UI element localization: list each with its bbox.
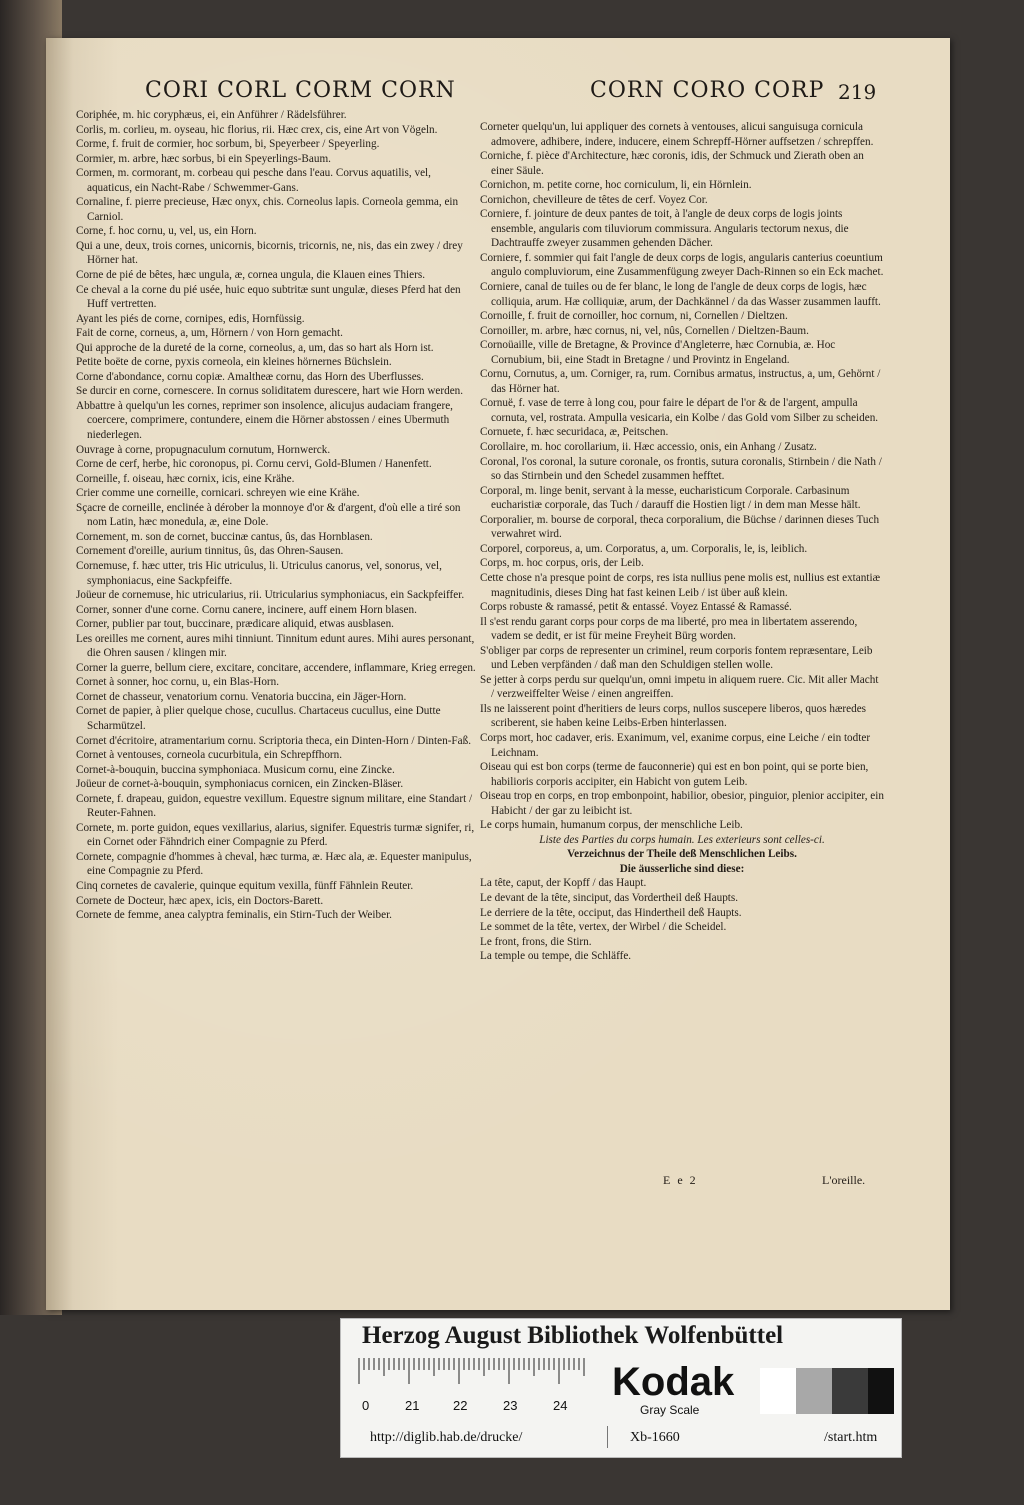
dictionary-entry: Corniche, f. pièce d'Architecture, hæc coronis, idis, der Schmuck und Zierath oben an einer Säule.: [480, 150, 864, 177]
dictionary-entry: Corporal, m. linge benit, servant à la messe, eucharisticum Corporale. Carbasinum eucharistiæ corporale, das Tuch / darauff die Hostien ligt / in dem man Messe hält.: [480, 484, 861, 512]
dictionary-entry: Ouvrage à corne, propugnaculum cornutum, Hornwerck.: [76, 443, 331, 456]
dictionary-entry: Corner, publier par tout, buccinare, prædicare aliquid, etwas ausblasen.: [76, 618, 394, 631]
dictionary-entry: Qui a une, deux, trois cornes, unicornis, bicornis, tricornis, ne, nis, das ein zwey / drey Hörner hat.: [76, 239, 463, 267]
dictionary-entry: Corniere, f. jointure de deux pantes de toit, à l'angle de deux corps de logis joints ensemble, angularis com tiluviorum commissura. Angularis tectorum nexus, die Dachtrauffe zweyer zusammen gehenden Dächer.: [480, 208, 849, 250]
right-column: [480, 120, 884, 964]
dictionary-entry: Corollaire, m. hoc corollarium, ii. Hæc accessio, onis, ein Anhang / Zusatz.: [480, 441, 817, 454]
dictionary-entry: Corne d'abondance, cornu copiæ. Amaltheæ cornu, das Horn des Uberflusses.: [76, 370, 424, 383]
dictionary-entry: Corniere, canal de tuiles ou de fer blanc, le long de l'angle de deux corps de logis, hæc colliquia, arum. Hæ colliquiæ, arum, der Dachkännel / da das Wasser zusammen laufft.: [480, 281, 881, 308]
digital-library-url: http://diglib.hab.de/drucke/: [370, 1430, 523, 1445]
dictionary-entry: Cornet d'écritoire, atramentarium cornu. Scriptoria theca, ein Dinten-Horn / Dinten-Faß.: [76, 734, 471, 747]
dictionary-entry: Qui approche de la dureté de la corne, corneolus, a, um, das so hart als Horn ist.: [76, 341, 434, 354]
dictionary-entry: Il s'est rendu garant corps pour corps de ma liberté, pro mea in libertatem asserendo, vadem se dedit, er ist für meine Freyheit Bürg worden.: [480, 615, 858, 643]
signature-mark: E e 2: [663, 1173, 698, 1187]
kodak-logo: Kodak: [612, 1360, 735, 1404]
dictionary-entry: Cornete de Docteur, hæc apex, icis, ein Doctors-Barett.: [76, 894, 324, 907]
dictionary-entry: Corne de pié de bêtes, hæc ungula, æ, cornea ungula, die Klauen eines Thiers.: [76, 269, 425, 282]
gray-patch-dark: [832, 1368, 868, 1414]
dictionary-entry: Le derriere de la tête, occiput, das Hindertheil deß Haupts.: [480, 906, 742, 919]
dictionary-entry: Se durcir en corne, cornescere. In cornus soliditatem durescere, hart wie Horn werden.: [76, 385, 464, 398]
ruler-label: 24: [553, 1398, 568, 1413]
dictionary-entry: Le front, frons, die Stirn.: [480, 935, 592, 948]
dictionary-entry: Corps, m. hoc corpus, oris, der Leib.: [480, 557, 644, 570]
dictionary-entry: Cornete, m. porte guidon, eques vexillarius, alarius, signifer. Equestris turmæ signifer, ri, ein Cornet oder Fähndrich einer Compagnie zu Pferd.: [76, 821, 475, 849]
ruler-label: 0: [362, 1398, 370, 1413]
dictionary-entry: Cornet-à-bouquin, buccina symphoniaca. Musicum cornu, eine Zincke.: [76, 763, 395, 776]
dictionary-entry: Cornu, Cornutus, a, um. Corniger, ra, rum. Cornibus armatus, instructus, a, um, Gehörnt / das Hörner hat.: [480, 368, 881, 395]
dictionary-entry: Corps mort, hoc cadaver, eris. Exanimum, vel, exanime corpus, eine Leiche / ein todter Leichnam.: [480, 731, 871, 759]
dictionary-entry: Cornuete, f. hæc securidaca, æ, Peitschen.: [480, 426, 669, 439]
dictionary-entry: Cornete de femme, anea calyptra feminalis, ein Stirn-Tuch der Weiber.: [76, 909, 392, 922]
right-guide-words: CORN CORO CORP: [590, 78, 825, 103]
dictionary-entry: Crier comme une corneille, cornicari. schreyen wie eine Krähe.: [76, 487, 360, 500]
dictionary-entry: La temple ou tempe, die Schläffe.: [480, 950, 632, 963]
dictionary-entry: Cormen, m. cormorant, m. corbeau qui pesche dans l'eau. Corvus aquatilis, vel, aquaticus, ein Nacht-Rabe / Schwemmer-Gans.: [76, 167, 431, 194]
dictionary-entry: Cornete, compagnie d'hommes à cheval, hæc turma, æ. Hæc ala, æ. Equester manipulus, eine Compagnie zu Pferd.: [76, 850, 472, 878]
ruler-label: 22: [453, 1398, 468, 1413]
dictionary-entry: Cornichon, m. petite corne, hoc corniculum, li, ein Hörnlein.: [480, 179, 752, 192]
dictionary-entry: Le sommet de la tête, vertex, der Wirbel / die Scheidel.: [480, 921, 727, 934]
dictionary-entry: Liste des Parties du corps humain. Les exterieurs sont celles-ci.: [539, 833, 825, 846]
dictionary-entry: Cornoiller, m. arbre, hæc cornus, ni, vel, nûs, Cornellen / Dieltzen-Baum.: [480, 324, 809, 337]
catchword: L'oreille.: [822, 1173, 866, 1187]
dictionary-entry: Ce cheval a la corne du pié usée, huic equo subtritæ sunt ungulæ, dieses Pferd hat den Huff vertretten.: [76, 283, 461, 311]
dictionary-entry: Cornement, m. son de cornet, buccinæ cantus, ûs, das Hornblasen.: [76, 530, 373, 543]
dictionary-entry: Cornet de chasseur, venatorium cornu. Venatoria buccina, ein Jäger-Horn.: [76, 690, 407, 703]
dictionary-entry: Le corps humain, humanum corpus, der menschliche Leib.: [480, 819, 743, 832]
dictionary-entry: Oiseau trop en corps, en trop embonpoint, habilior, obesior, pinguior, plenior accipiter, ein Habicht / der gar zu leibicht ist.: [480, 790, 884, 817]
start-page: /start.htm: [824, 1430, 878, 1445]
dictionary-entry: La tête, caput, der Kopff / das Haupt.: [480, 877, 647, 890]
dictionary-entry: Cornet à ventouses, corneola cucurbitula, ein Schrepffhorn.: [76, 749, 343, 762]
dictionary-entry: Cinq cornetes de cavalerie, quinque equitum vexilla, fünff Fähnlein Reuter.: [76, 879, 414, 892]
dictionary-entry: Corniere, f. sommier qui fait l'angle de deux corps de logis, angularis canterius coeuntium angulo compluviorum, eine Zusammenfügung zweyer Dach-Rinnen so ein Eck machet.: [480, 251, 884, 279]
dictionary-entry: Cornuë, f. vase de terre à long cou, pour faire le départ de l'or & de l'argent, ampulla cornuta, vel, rostrata. Ampulla vesicaria, ein Kolbe / das Gold vom Silber zu scheiden.: [480, 397, 879, 424]
ruler-label: 23: [503, 1398, 518, 1413]
library-name: Herzog August Bibliothek Wolfenbüttel: [362, 1322, 784, 1349]
dictionary-entry: Cornoüaille, ville de Bretagne, & Province d'Angleterre, hæc Cornubia, æ. Hoc Cornubium, bii, eine Stadt in Bretagne / und Provintz in Engeland.: [480, 339, 836, 366]
left-guide-words: CORI CORL CORM CORN: [145, 78, 456, 103]
dictionary-entry: Cornoille, f. fruit de cornoiller, hoc cornum, ni, Cornellen / Dieltzen.: [480, 310, 788, 323]
ruler: [357, 1358, 587, 1398]
dictionary-entry: Coronal, l'os coronal, la suture coronale, os frontis, sutura coronalis, Stirnbein / die Nath / so das Stirnbein und den Schedel zusammen hefftet.: [480, 455, 882, 483]
separator: [607, 1426, 608, 1448]
dictionary-entry: Cornet de papier, à plier quelque chose, cucullus. Chartaceus cucullus, eine Dutte Scharmützel.: [76, 705, 441, 732]
dictionary-entry: S'obliger par corps de representer un criminel, reum corporis fontem repræsentare, Leib und Leben verpfänden / daß man den Schuldigen stellen wolle.: [480, 644, 873, 672]
gray-patch-white: [760, 1368, 796, 1414]
dictionary-entry: Cormier, m. arbre, hæc sorbus, bi ein Speyerlings-Baum.: [76, 152, 331, 165]
shelfmark: Xb-1660: [630, 1430, 680, 1445]
dictionary-entry: Joüeur de cornemuse, hic utricularius, rii. Utricularius symphoniacus, ein Sackpfeiffer.: [76, 589, 465, 602]
dictionary-entry: Corner la guerre, bellum ciere, excitare, concitare, accendere, inflammare, Krieg erregen.: [76, 661, 476, 674]
dictionary-entry: Se jetter à corps perdu sur quelqu'un, omni impetu in aliquem ruere. Cic. Mit aller Macht / verzweiffelter Weise / einen angreiffen.: [480, 673, 879, 701]
dictionary-entry: Cornemuse, f. hæc utter, tris Hic utriculus, li. Utriculus canorus, vel, sonorus, vel, symphoniacus, eine Sackpfeiffe.: [76, 559, 442, 587]
dictionary-entry: Corporel, corporeus, a, um. Corporatus, a, um. Corporalis, le, is, leiblich.: [480, 542, 808, 555]
dictionary-entry: Joüeur de cornet-à-bouquin, symphoniacus cornicen, ein Zincken-Bläser.: [76, 778, 404, 791]
dictionary-entry: Cornet à sonner, hoc cornu, u, ein Blas-Horn.: [76, 676, 280, 689]
dictionary-entry: Verzeichnus der Theile deß Menschlichen Leibs.: [567, 848, 797, 861]
dictionary-entry: Ils ne laisserent point d'heritiers de leurs corps, nullos suscepere liberos, quos hæredes scriberent, sie haben keine Leibs-Erben hinterlassen.: [480, 702, 867, 730]
dictionary-entry: Corps robuste & ramassé, petit & entassé. Voyez Entassé & Ramassé.: [480, 601, 792, 614]
dictionary-entry: Fait de corne, corneus, a, um, Hörnern / von Horn gemacht.: [76, 327, 343, 340]
dictionary-entry: Cornichon, chevilleure de têtes de cerf. Voyez Cor.: [480, 193, 708, 206]
dictionary-entry: Cornement d'oreille, aurium tinnitus, ûs, das Ohren-Sausen.: [76, 545, 344, 558]
dictionary-entry: Corporalier, m. bourse de corporal, theca corporalium, die Büchse / darinnen dieses Tuch verwahret wird.: [480, 513, 880, 541]
left-column: [76, 108, 478, 923]
dictionary-entry: Corme, f. fruit de cormier, hoc sorbum, bi, Speyerbeer / Speyerling.: [76, 138, 380, 151]
gray-patch-mid: [796, 1368, 832, 1414]
dictionary-entry: Oiseau qui est bon corps (terme de fauconnerie) qui est en bon point, qui se porte bien, habilioris corporis accipiter, ein Habicht von gutem Leib.: [480, 761, 869, 788]
dictionary-entry: Petite boëte de corne, pyxis corneola, ein kleines hörnernes Büchslein.: [76, 356, 392, 369]
dictionary-entry: Sçacre de corneille, enclinée à dérober la monnoye d'or & d'argent, d'où elle a tiré son nom Latin, hæc monedula, æ, eine Dole.: [76, 501, 461, 529]
gray-patch-black: [868, 1368, 894, 1414]
dictionary-entry: Le devant de la tête, sinciput, das Vordertheil deß Haupts.: [480, 891, 739, 904]
dictionary-entry: Corneter quelqu'un, lui appliquer des cornets à ventouses, alicui sanguisuga cornicula admovere, adhibere, indere, inducere, einem Schrepff-Hörner auffsetzen / schrepffen.: [480, 121, 874, 148]
dictionary-entry: Cornaline, f. pierre precieuse, Hæc onyx, chis. Corneolus lapis. Corneola gemma, ein Carniol.: [76, 196, 459, 223]
dictionary-entry: Les oreilles me cornent, aures mihi tinniunt. Tinnitum edunt aures. Mihi aures personant, die Ohren sausen / klingen mir.: [76, 632, 475, 660]
dictionary-entry: Ayant les piés de corne, cornipes, edis, Hornfüssig.: [76, 312, 305, 325]
dictionary-entry: Corne, f. hoc cornu, u, vel, us, ein Horn.: [76, 225, 257, 238]
dictionary-entry: Corneille, f. oiseau, hæc cornix, icis, eine Krähe.: [76, 472, 295, 485]
page-number: 219: [838, 80, 877, 104]
gray-scale-label: Gray Scale: [640, 1403, 700, 1417]
dictionary-entry: Cette chose n'a presque point de corps, res ista nullius pene molis est, nullius est extantiæ magnitudinis, dieses Ding hat fast keinen Leib / ist über auß klein.: [480, 571, 881, 599]
dictionary-entry: Cornete, f. drapeau, guidon, equestre vexillum. Equestre signum militare, eine Standart / Reuter-Fahnen.: [76, 792, 473, 820]
dictionary-entry: Die äusserliche sind diese:: [619, 862, 745, 875]
ruler-label: 21: [405, 1398, 420, 1413]
dictionary-entry: Corne de cerf, herbe, hic coronopus, pi. Cornu cervi, Gold-Blumen / Hanenfett.: [76, 458, 432, 471]
dictionary-entry: Corner, sonner d'une corne. Cornu canere, incinere, auff einem Horn blasen.: [76, 603, 417, 616]
dictionary-entry: Abbattre à quelqu'un les cornes, reprimer son insolence, alicujus audaciam frangere, coercere, comprimere, contundere, einem die Hörner abstossen / eines Ubermuth niederlegen.: [76, 399, 453, 442]
dictionary-entry: Coriphée, m. hic coryphæus, ei, ein Anführer / Rädelsführer.: [76, 109, 347, 121]
dictionary-entry: Corlis, m. corlieu, m. oyseau, hic florius, rii. Hæc crex, cis, eine Art von Vögeln.: [76, 123, 438, 136]
